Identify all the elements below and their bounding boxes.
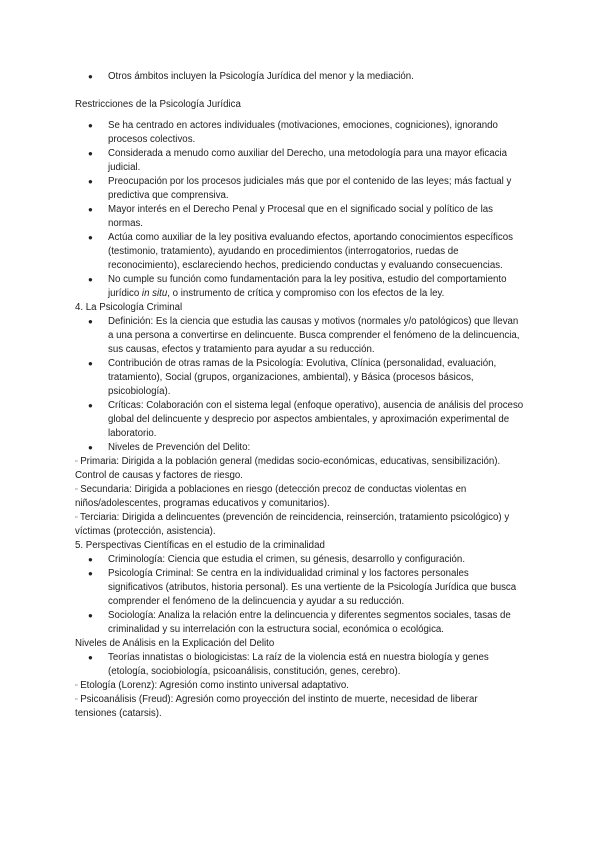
top-bullet-list <box>0 70 600 84</box>
sub-marker: ▫ <box>75 486 78 493</box>
section-4-heading: 4. La Psicología Criminal <box>75 302 183 313</box>
list-item: ● Considerada a menudo como auxiliar del Derecho, una metodología para una mayor eficacia judicial. <box>0 147 600 175</box>
analysis-sub-item <box>0 679 600 693</box>
document-body <box>0 70 600 721</box>
list-item <box>0 273 600 301</box>
prevention-level-item <box>0 511 600 539</box>
prevention-level-text: Primaria: Dirigida a la población general (medidas socio-económicas, educativas, sensibilización). Control de causas y factores de riesgo. <box>75 456 501 481</box>
sub-marker: ▫ <box>75 458 78 465</box>
list-item: ● Niveles de Prevención del Delito: <box>0 441 600 455</box>
list-item-text: , o instrumento de crítica y compromiso con los efectos de la ley. <box>167 288 445 299</box>
list-item: ● Actúa como auxiliar de la ley positiva evaluando efectos, aportando conocimientos específicos (testimonio, tratamiento), ayudando en procedimientos (interrogatorios, ruedas de reconocimiento), esclareciendo hechos, prediciendo conductas y evaluando consecuencias. <box>0 231 600 273</box>
section-4-list <box>0 315 600 455</box>
list-item: ● Teorías innatistas o biologicistas: La raíz de la violencia está en nuestra biología y genes (etología, sociobiología, psicoanálisis, constitución, genes, cerebro). <box>0 651 600 679</box>
sub-marker: ▫ <box>75 696 78 703</box>
analysis-sub-text: Etología (Lorenz): Agresión como instinto universal adaptativo. <box>80 680 349 691</box>
prevention-level-text: Terciaria: Dirigida a delincuentes (prevención de reincidencia, reinserción, tratamiento psicológico) y víctimas (protección, asistencia). <box>75 512 510 537</box>
analysis-list <box>0 651 600 679</box>
analysis-sub-item <box>0 693 600 721</box>
analysis-sub-text: Psicoanálisis (Freud): Agresión como proyección del instinto de muerte, necesidad de liberar tensiones (catarsis). <box>75 694 478 719</box>
restrictions-list <box>0 119 600 301</box>
list-item: ● Otros ámbitos incluyen la Psicología Jurídica del menor y la mediación. <box>0 70 600 84</box>
list-item: ● Se ha centrado en actores individuales (motivaciones, emociones, cogniciones), ignorando procesos colectivos. <box>0 119 600 147</box>
list-item: ● Psicología Criminal: Se centra en la individualidad criminal y los factores personales significativos (atributos, historia personal). Es una vertiente de la Psicología Jurídica que busca comprender el fenómeno de la delincuencia y ayudar a su reducción. <box>0 567 600 609</box>
list-item: ● Críticas: Colaboración con el sistema legal (enfoque operativo), ausencia de análisis del proceso global del delincuente y desprecio por aspectos ambientales, y aproximación experimental de laboratorio. <box>0 399 600 441</box>
list-item: ● Mayor interés en el Derecho Penal y Procesal que en el significado social y político de las normas. <box>0 203 600 231</box>
list-item: ● Criminología: Ciencia que estudia el crimen, su génesis, desarrollo y configuración. <box>0 553 600 567</box>
list-item: ● Sociología: Analiza la relación entre la delincuencia y diferentes segmentos sociales, tasas de criminalidad y su interrelación con la estructura social, económica o ecológica. <box>0 609 600 637</box>
list-item-text: No cumple su función como fundamentación para la ley positiva, estudio del comportamiento jurídico <box>108 274 507 299</box>
sub-marker: ▫ <box>75 682 78 689</box>
prevention-level-item <box>0 483 600 511</box>
prevention-level-text: Secundaria: Dirigida a poblaciones en riesgo (detección precoz de conductas violentas en niños/adolescentes, programas educativos y comunitarios). <box>75 484 467 509</box>
section-5-heading: 5. Perspectivas Científicas en el estudio de la criminalidad <box>75 540 325 551</box>
list-item: ● Contribución de otras ramas de la Psicología: Evolutiva, Clínica (personalidad, evaluación, tratamiento), Social (grupos, organizaciones, ambiental), y Básica (procesos básicos, psicobiología). <box>0 357 600 399</box>
prevention-level-item <box>0 455 600 483</box>
list-item: ● Definición: Es la ciencia que estudia las causas y motivos (normales y/o patológicos) que llevan a una persona a convertirse en delincuente. Busca comprender el fenómeno de la delincuencia, sus causas, efectos y tratamiento para ayudar a su reducción. <box>0 315 600 357</box>
sub-marker: ▫ <box>75 514 78 521</box>
restrictions-heading: Restricciones de la Psicología Jurídica <box>75 99 241 110</box>
analysis-heading: Niveles de Análisis en la Explicación del Delito <box>75 638 275 649</box>
list-item: ● Preocupación por los procesos judiciales más que por el contenido de las leyes; más factual y predictiva que comprensiva. <box>0 175 600 203</box>
list-item-italic-text: in situ <box>141 288 168 299</box>
section-5-list <box>0 553 600 637</box>
